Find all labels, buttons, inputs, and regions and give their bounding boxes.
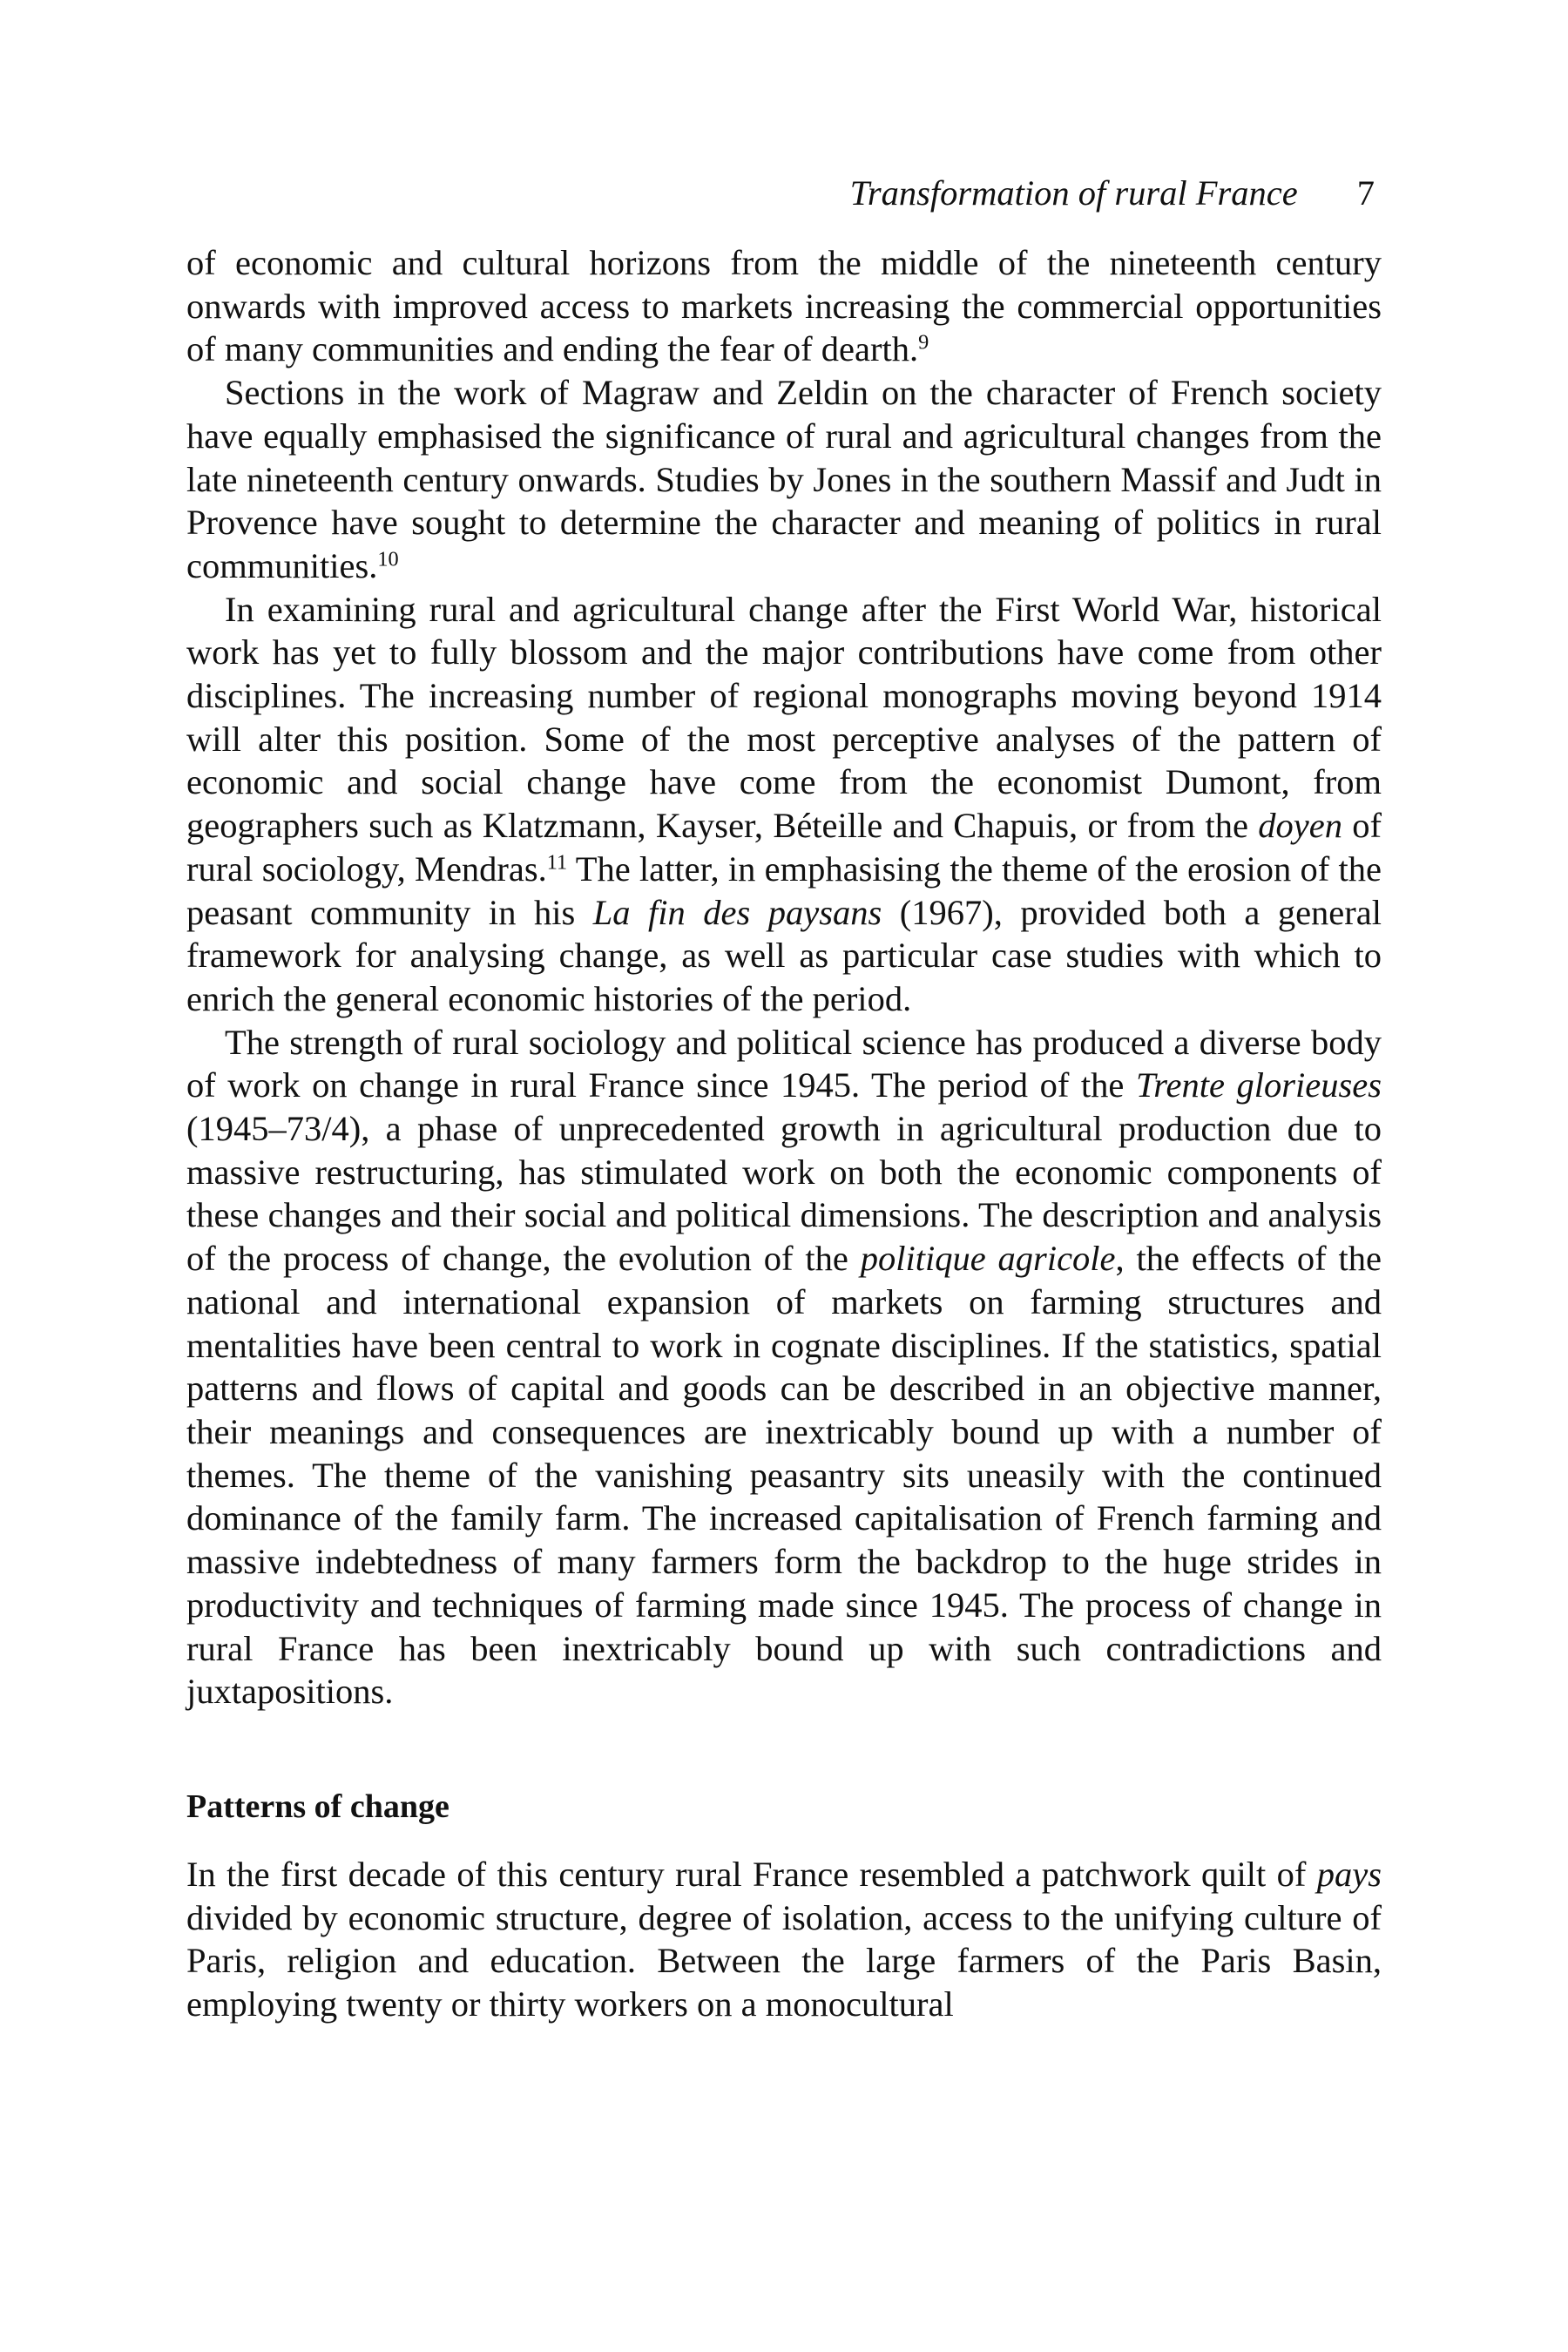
running-head — [186, 170, 1382, 217]
text-run: In the first decade of this century rural France resembled a patchwork quilt of — [186, 1854, 1317, 1894]
text-run: (1967), provided both a general framework for analysing change, as well as particular case studies with which to enrich the general economic histories of the period. — [186, 892, 1382, 1018]
text-run: Sections in the work of Magraw and Zeldin on the character of French society have equally emphasised the significance of rural and agricultural changes from the late nineteenth century onwards. Studies by Jones in the southern Massif and Judt in Provence have sought to determine the character and meaning of politics in rural communities. — [186, 373, 1382, 585]
text-run: The strength of rural sociology and political science has produced a diverse body of work on change in rural France since 1945. The period of the — [186, 1022, 1382, 1105]
section-heading: Patterns of change — [186, 1788, 449, 1825]
text-run: divided by economic structure, degree of isolation, access to the unifying culture of Paris, religion and education. Between the large farmers of the Paris Basin, employing twenty or thirty workers on a monocultural — [186, 1897, 1382, 2024]
text-run: (1945–73/4), a phase of unprecedented growth in agricultural production due to massive restructuring, has stimulated work on both the economic components of these changes and their social and political dimensions. The description and analysis of the process of change, the evolution of the — [186, 1109, 1382, 1279]
text-run: The latter, in emphasising the theme of the erosion of the peasant community in his — [186, 848, 1382, 932]
italic-term-trente-glorieuses: Trente glorieuses — [1135, 1065, 1382, 1105]
italic-term-politique-agricole: politique agricole — [860, 1239, 1116, 1279]
paragraph-2 — [186, 371, 1382, 588]
book-page — [186, 170, 1382, 2026]
text-run: In examining rural and agricultural change after the First World War, historical work has yet to fully blossom and the major contributions have come from other disciplines. The increasing number of regional monographs moving beyond 1914 will alter this position. Some of the most perceptive analyses of the pattern of economic and social change have come from the economist Dumont, from geographers such as Klatzmann, Kayser, Béteille and Chapuis, or from the — [186, 589, 1382, 846]
text-run: of rural sociology, Mendras. — [186, 806, 1382, 889]
text-run: of economic and cultural horizons from the middle of the nineteenth century onwards with improved access to markets increasing the commercial opportunities of many communities and ending the fear of dearth. — [186, 243, 1382, 369]
italic-term-pays: pays — [1316, 1854, 1382, 1894]
paragraph-4 — [186, 1021, 1382, 1713]
italic-book-title: La fin des paysans — [592, 892, 882, 932]
footnote-ref-11: 11 — [546, 850, 568, 875]
page-number: 7 — [1356, 173, 1375, 213]
paragraph-1 — [186, 241, 1382, 371]
paragraph-3 — [186, 588, 1382, 1021]
footnote-ref-10: 10 — [377, 547, 399, 571]
text-run: , the effects of the national and international expansion of markets on farming structures and mentalities have been central to work in cognate disciplines. If the statistics, spatial patterns and flows of capital and goods can be described in an objective manner, their meanings and consequences are inextricably bound up with a number of themes. The theme of the vanishing peasantry sits uneasily with the continued dominance of the family farm. The increased capitalisation of French farming and massive indebtedness of many farmers form the backdrop to the huge strides in productivity and techniques of farming made since 1945. The process of change in rural France has been inextricably bound up with such contradictions and juxtapositions. — [186, 1239, 1382, 1712]
paragraph-5 — [186, 1853, 1382, 2026]
italic-term-doyen: doyen — [1258, 806, 1342, 846]
footnote-ref-9: 9 — [918, 331, 929, 355]
running-title: Transformation of rural France — [849, 173, 1298, 213]
